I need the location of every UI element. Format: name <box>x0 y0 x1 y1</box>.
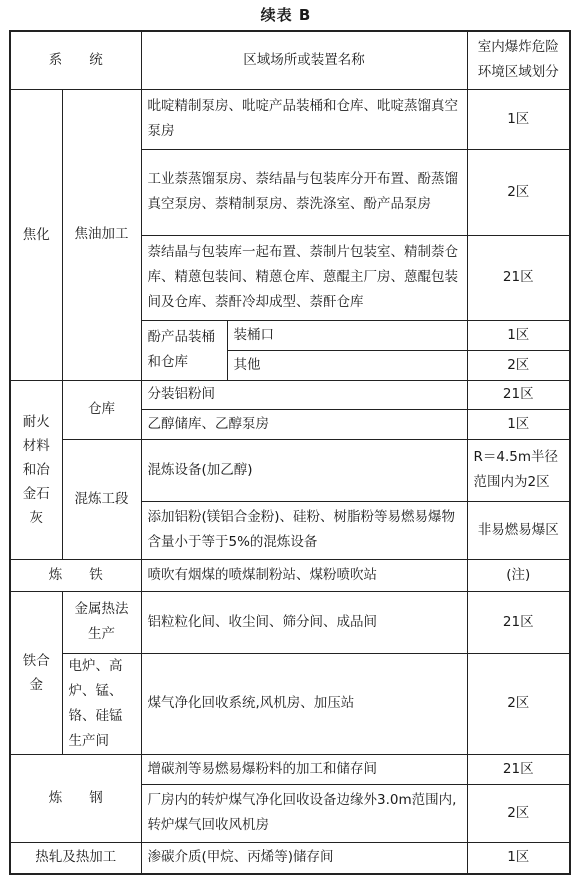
header-area: 区域场所或装置名称 <box>141 31 467 89</box>
area-cell: 乙醇储库、乙醇泵房 <box>141 409 467 439</box>
zone-cell: 2区 <box>467 653 570 754</box>
zone-cell: 2区 <box>467 784 570 842</box>
subsystem-phenol: 酚产品装桶和仓库 <box>141 320 227 380</box>
table-row <box>10 559 570 591</box>
area-cell: 煤气净化回收系统,风机房、加压站 <box>141 653 467 754</box>
zone-cell: 2区 <box>467 350 570 380</box>
area-cell: 萘结晶与包装库一起布置、萘制片包装室、精制萘仓库、精蒽包装间、精蒽仓库、蒽醌主厂房、蒽醌包装间及仓库、萘酐冷却成型、萘酐仓库 <box>141 235 467 320</box>
zone-cell: 1区 <box>467 89 570 149</box>
zone-cell: 2区 <box>467 149 570 235</box>
system-steelmaking: 炼 钢 <box>10 754 141 842</box>
system-ferroalloy: 铁合金 <box>10 591 62 754</box>
table-row <box>10 754 570 784</box>
area-cell: 吡啶精制泵房、吡啶产品装桶和仓库、吡啶蒸馏真空泵房 <box>141 89 467 149</box>
area-cell: 混炼设备(加乙醇) <box>141 439 467 501</box>
table-row <box>10 842 570 874</box>
zone-cell: 21区 <box>467 235 570 320</box>
area-cell: 增碳剂等易燃易爆粉料的加工和储存间 <box>141 754 467 784</box>
table-row <box>10 89 570 149</box>
table-row <box>10 653 570 754</box>
system-coking: 焦化 <box>10 89 62 380</box>
area-cell: 铝粒粒化间、收尘间、筛分间、成品间 <box>141 591 467 653</box>
header-zone: 室内爆炸危险环境区域划分 <box>467 31 570 89</box>
hazard-zone-table <box>9 30 571 875</box>
area-cell: 装桶口 <box>227 320 467 350</box>
zone-cell: 1区 <box>467 320 570 350</box>
subsystem-mixing: 混炼工段 <box>62 439 141 559</box>
area-cell: 其他 <box>227 350 467 380</box>
system-ironmaking: 炼 铁 <box>10 559 141 591</box>
subsystem-furnace: 电炉、高炉、锰、铬、硅锰生产间 <box>62 653 141 754</box>
subsystem-tar: 焦油加工 <box>62 89 141 380</box>
area-cell: 工业萘蒸馏泵房、萘结晶与包装库分开布置、酚蒸馏真空泵房、萘精制泵房、萘洗涤室、酚产品泵房 <box>141 149 467 235</box>
header-system: 系 统 <box>10 31 141 89</box>
subsystem-store: 仓库 <box>62 380 141 439</box>
zone-cell: 1区 <box>467 409 570 439</box>
table-row <box>10 439 570 501</box>
area-cell: 渗碳介质(甲烷、丙烯等)储存间 <box>141 842 467 874</box>
zone-cell: 21区 <box>467 380 570 409</box>
table-row <box>10 591 570 653</box>
table-caption: 续表 B <box>260 6 312 24</box>
zone-cell: 1区 <box>467 842 570 874</box>
zone-cell: 21区 <box>467 754 570 784</box>
area-cell: 添加铝粉(镁铝合金粉)、硅粉、树脂粉等易燃易爆物含量小于等于5%的混炼设备 <box>141 501 467 559</box>
area-cell: 分装铝粉间 <box>141 380 467 409</box>
zone-cell: 非易燃易爆区 <box>467 501 570 559</box>
area-cell: 厂房内的转炉煤气净化回收设备边缘外3.0m范围内,转炉煤气回收风机房 <box>141 784 467 842</box>
zone-cell: (注) <box>467 559 570 591</box>
system-hot-rolling: 热轧及热加工 <box>10 842 141 874</box>
area-cell: 喷吹有烟煤的喷煤制粉站、煤粉喷吹站 <box>141 559 467 591</box>
zone-cell: R＝4.5m半径范围内为2区 <box>467 439 570 501</box>
subsystem-metal-thermal: 金属热法生产 <box>62 591 141 653</box>
table-row <box>10 380 570 409</box>
table-header-row <box>10 31 570 89</box>
system-refractory: 耐火材料和冶金石灰 <box>10 380 62 559</box>
zone-cell: 21区 <box>467 591 570 653</box>
